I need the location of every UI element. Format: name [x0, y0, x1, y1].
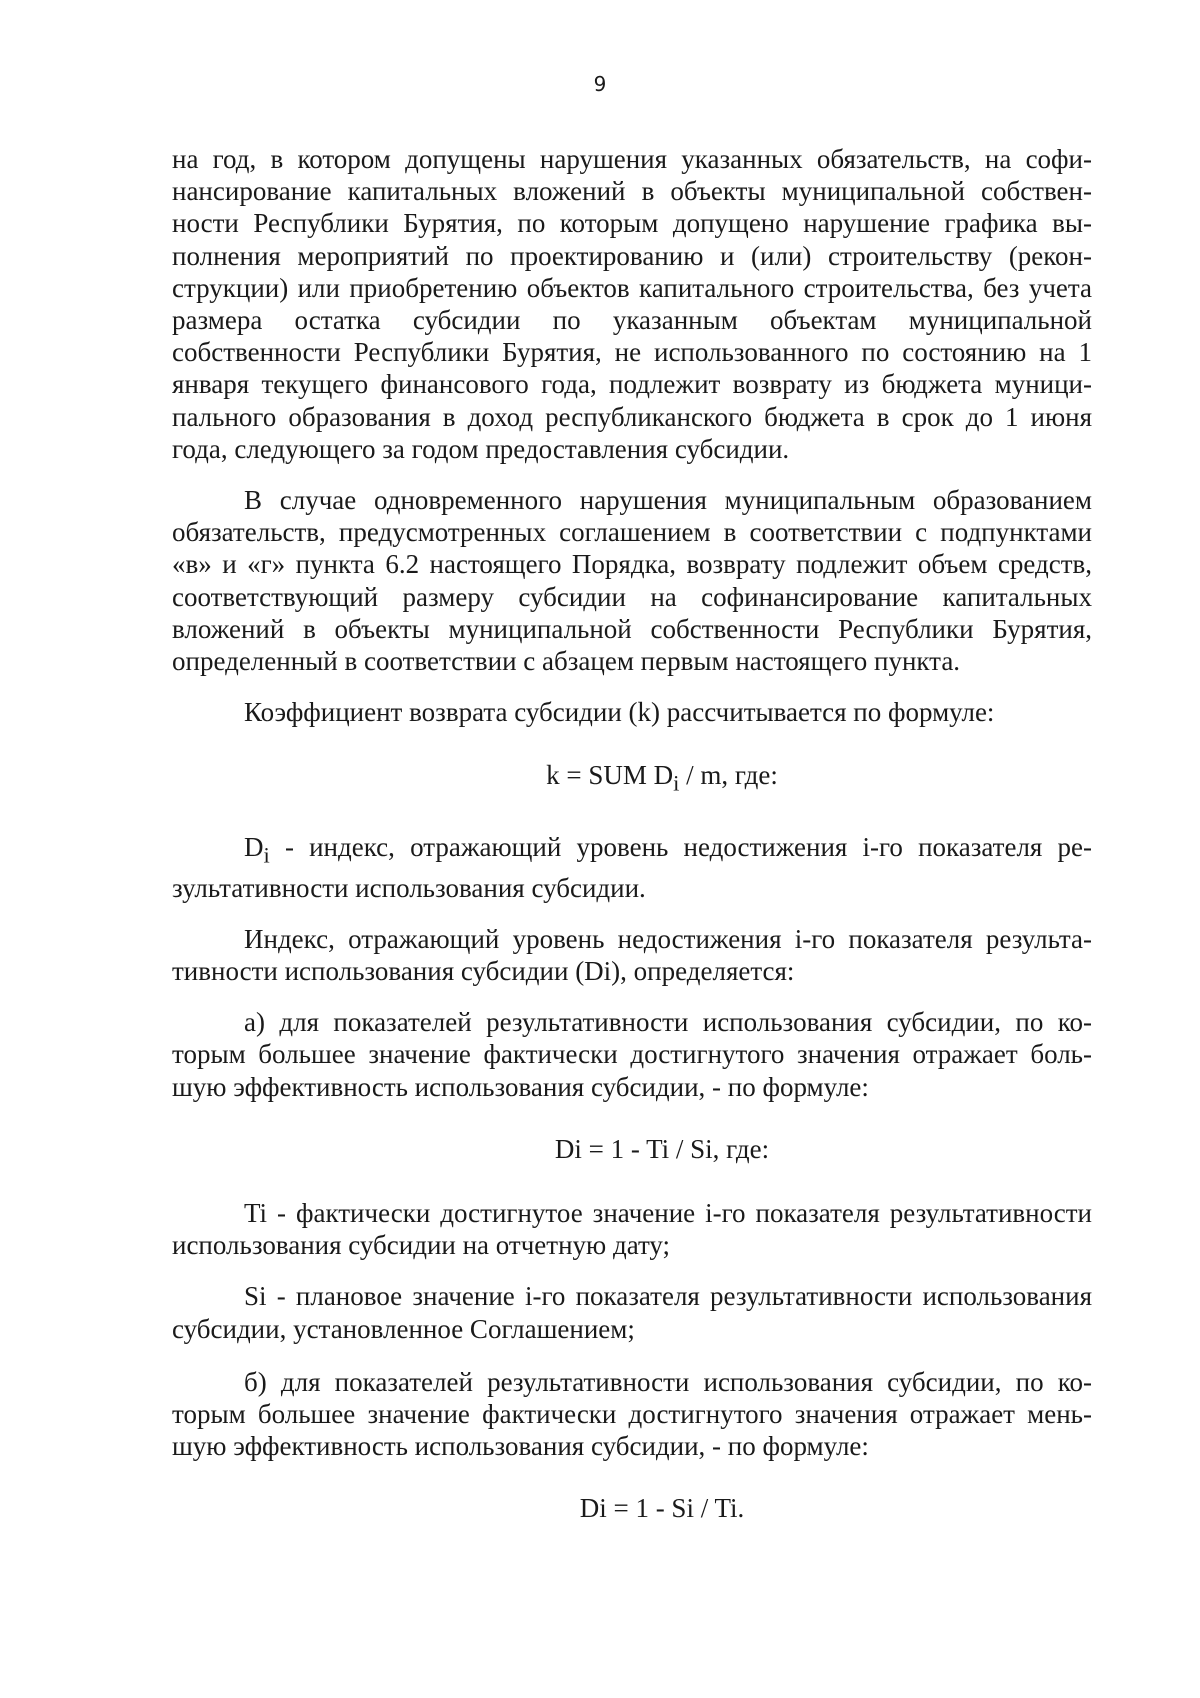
paragraph-case-a: а) для показателей результативности использования субсидии, по которым большее значение фактически достигнутого значения отражает большую эффективность использования субсидии, - по формуле: [172, 1007, 1092, 1102]
formula-return-coefficient [172, 759, 1092, 800]
di-symbol: D [244, 832, 264, 863]
formula-di-case-b: Di = 1 - Si / Ti. [579, 1493, 745, 1524]
paragraph-ti-definition: Ti - фактически достигнутое значение i-го показателя результативности использования субсидии на отчетную дату; [172, 1198, 1092, 1261]
paragraph-case-b: б) для показателей результативности использования субсидии, по которым большее значение фактически достигнутого значения отражает меньшую эффективность использования субсидии, - по формуле: [172, 1366, 1092, 1462]
paragraph-di-definition [172, 831, 1092, 904]
formula-di-case-a: Di = 1 - Ti / Si, где: [554, 1133, 770, 1164]
document-body [172, 143, 1092, 1544]
paragraph-coefficient-intro: Коэффициент возврата субсидии (k) рассчитывается по формуле: [244, 697, 995, 728]
formula-k-suffix: / m, где: [679, 760, 778, 791]
paragraph-simultaneous-violation: В случае одновременного нарушения муниципальным образованием обязательств, предусмотренных соглашением в соответствии с подпунктами «в» и «г» пункта 6.2 настоящего Порядка, возврату подлежит объем средств, соответствующий размеру субсидии на софинансирование капитальных вложений в объекты муниципальной собственности Республики Бурятия, определенный в соответствии с абзацем первым настоящего пункта. [172, 485, 1092, 677]
formula-k-subscript: i [673, 770, 680, 796]
paragraph-return-obligations: на год, в котором допущены нарушения указанных обязательств, на софинансирование капитальных вложений в объекты муниципальной собственности Республики Бурятия, по которым допущено нарушение графика выполнения мероприятий по проектированию и (или) строительству (реконструкции) или приобретению объектов капитального строительства, без учета размера остатка субсидии по указанным объектам муниципальной собственности Республики Бурятия, не использованного по состоянию на 1 января текущего финансового года, подлежит возврату из бюджета муниципального образования в доход республиканского бюджета в срок до 1 июня года, следующего за годом предоставления субсидии. [172, 144, 1092, 464]
page-number: 9 [593, 72, 607, 96]
di-subscript: i [263, 842, 270, 868]
paragraph-index-determination: Индекс, отражающий уровень недостижения i-го показателя результативности использования субсидии (Di), определяется: [172, 923, 1092, 987]
di-definition-text: - индекс, отражающий уровень недостижения i-го показателя результативности использования субсидии. [172, 832, 1092, 903]
formula-k-prefix: k = SUM D [546, 760, 674, 791]
paragraph-si-definition: Si - плановое значение i-го показателя результативности использования субсидии, установленное Соглашением; [172, 1281, 1092, 1344]
